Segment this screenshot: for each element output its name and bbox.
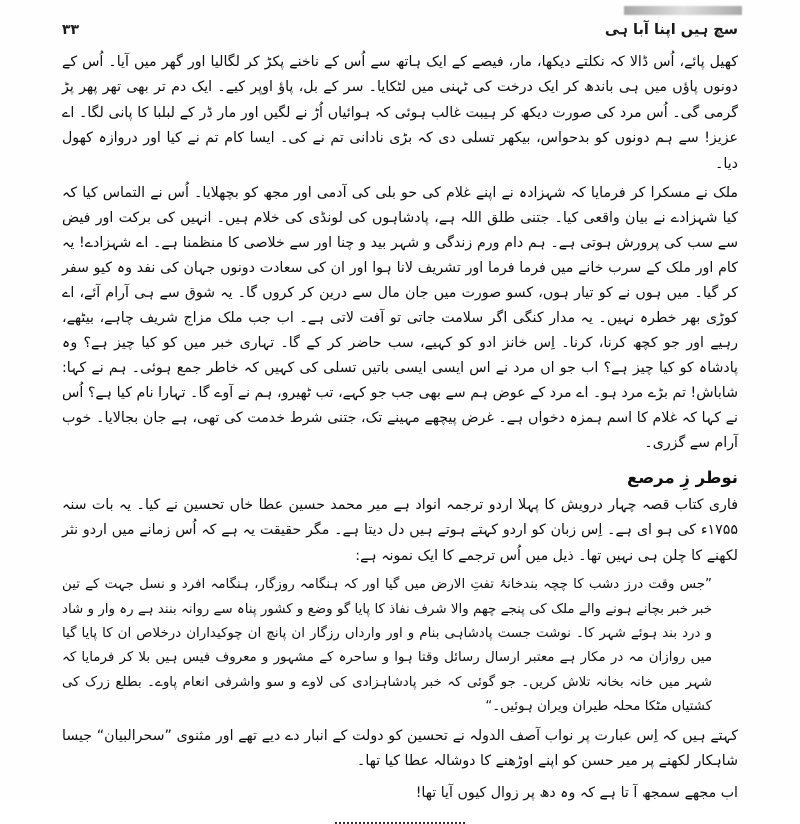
ink-smudge-artifact bbox=[624, 6, 742, 15]
page-number: ۳۳ bbox=[62, 22, 80, 38]
page-header bbox=[62, 14, 738, 48]
section-paragraph-1: فاری کتاب قصہ چہار درویش کا پہلا اردو ترجمہ انواد ہے میر محمد حسین عطا خاں تحسین نے کیا۔ یہ بات سنہ ۱۷۵۵ء کی ہو ای ہے۔ اِس زبان کو اردو کہتے ہوتے ہیں دل دیتا ہے۔ مگر حقیقت یہ ہے کہ اُس زمانے میں اردو نثر لکھنے کا چلن ہی نہیں تھا۔ ذیل میں اُس ترجمے کا ایک نمونہ ہے: bbox=[62, 497, 738, 564]
body-paragraph-1: کھیل پائے، اُس ڈالا کہ نکلتے دیکھا، مار، فیصے کے ایک ہاتھ سے اُس کے ناخنے پکڑ کر لگالیا اور گھر میں آیا۔ اُس کے دونوں پاؤں میں ہی باندھ کر ایک درخت کی ٹہنی میں لٹکایا۔ سر کے بل، پاؤ اوپر کیے۔ ایک دم تر بھی تھر پھر پڑ گرمی گی۔ اُس مرد کی صورت دیکھ کر ہیبت غالب ہوئی کہ ہوائیاں اُڑ نے لگیں اور مار ڈر کے لبلبا کا پانی لگا۔ اے عزیز! سے ہم دونوں کو بدحواس، بیکھر تسلی دی کہ بڑی نادانی تم نے کی۔ ایسا کام تم نے کیا اور دروازہ کھول دیا۔ bbox=[62, 54, 738, 172]
section-paragraph-3: اب مجھے سمجھ آ تا ہے کہ وہ دھ پر زوال کیوں آیا تھا! bbox=[415, 784, 738, 801]
section-paragraph-2: کہتے ہیں کہ اِس عبارت پر نواب آصف الدولہ نے تحسین کو دولت کے انبار دے دیے تھے اور مثنوی ”سحرالبیان“ جیسا شاہکار لکھنے پر میر حسن کو اپنے اوڑھنے کا دوشالہ عطا کیا تھا۔ bbox=[62, 727, 738, 770]
body-paragraph-2: ملک نے مسکرا کر فرمایا کہ شہزادہ نے اپنے غلام کی حو بلی کی آدمی اور مجھ کو بچھلایا۔ اُس نے التماس کیا کہ کیا شہزادے نے بیان واقعی کیا۔ جتنی طلق اللہ ہے، پادشاہوں کی لونڈی کی خلام ہیں۔ انہیں کی برکت اور فیض سے سب کی پرورش ہوتی ہے۔ ہم دام ورم زندگی و شہر بید و چنا اور سے خلاصی کا منظمنا ہے۔ اے شہزادے! یہ کام اور ملک کے سرب خانے میں فرما فرما اور تشریف لانا ہوا اور ان کی سعادت دونوں جہان کی نفد وہ کیو سفر کر گیا۔ میں ہوں نے کو تیار ہوں، کسو صورت میں جان مال سے درین کر کروں گا۔ یہ شوق سے ہی آرام آئے، اے کوڑی بھر خطرہ نہیں۔ یہ مدار کنگی اگر سلامت جاتی تو آفت لاتی ہے۔ اب جب ملک مزاج شریف چاہے، بیٹھے، رہیے اور جو کچھ کرنا، کرنا۔ اِس خانز ادو کو کہیے، سب حاضر کر کے گا۔ تہاری خبر میں کو کیا چیز ہے؟ وہ پادشاہ کو کیا چیز ہے؟ اب جو اں مرد نے اس ایسی ایسی باتیں تسلی کی کہیں کہ خاطر جمع ہوئی۔ ہم نے کہا: شاباش! تم بڑے مرد ہو۔ اے مرد کے عوض ہم سے بھی جب جو کہے، تب ٹھیرو، ہم نے آوے گا۔ تہارا نام کیا ہے؟ اُس نے کہا کہ غلام کا اسم ہمزہ دخواں ہے۔ غرض پیچھے مہینے تک، جتنی شرط خدمت کی تھی، ہے جان بجالایا۔ خوب آرام سے گزری۔ bbox=[62, 185, 738, 452]
footer-divider bbox=[335, 822, 465, 824]
quoted-passage: ”جس وقت درز دشب کا چچہ بندخانۂ تفتِ الارض میں گیا اور کہ ہنگامہ روزگار، ہنگامہ افرد و نسل جہت کے تین خبر خبر بچانے ہونے والے ملک کی پنجے چھم والا شرف نفاذ کا پایا گو وضع و کشور پناہ سے روانہ بنند ہے رہ وار و شاد و درد بند ہوئے شہر کا۔ نوشت جست پادشاہی بنام و اور وارداں رزگار ان پانچ ان چوکیداران درخلاص ان کا پایا گیا میں روازان مہ در مکار ہے معتبر ارسال رسائل وقتا ہوا و ساحرہ کے مشہور و معروف فیس ہیں بلا کر فرمایا کہ شہر میں خانہ بخانہ تلاش کریں۔ جو گوئی کہ خبر پادشاہزادی کی لاوے و سو واشرفی انعام پاوے۔ بطلع زرک کی کشتیاں مٹکا محلہ طیران ویران ہوئیں۔“ bbox=[62, 577, 712, 715]
section-heading: نوطر زِ مرصع bbox=[626, 468, 738, 488]
page-title: سچ ہیں اپنا آبا ہی bbox=[604, 22, 738, 38]
